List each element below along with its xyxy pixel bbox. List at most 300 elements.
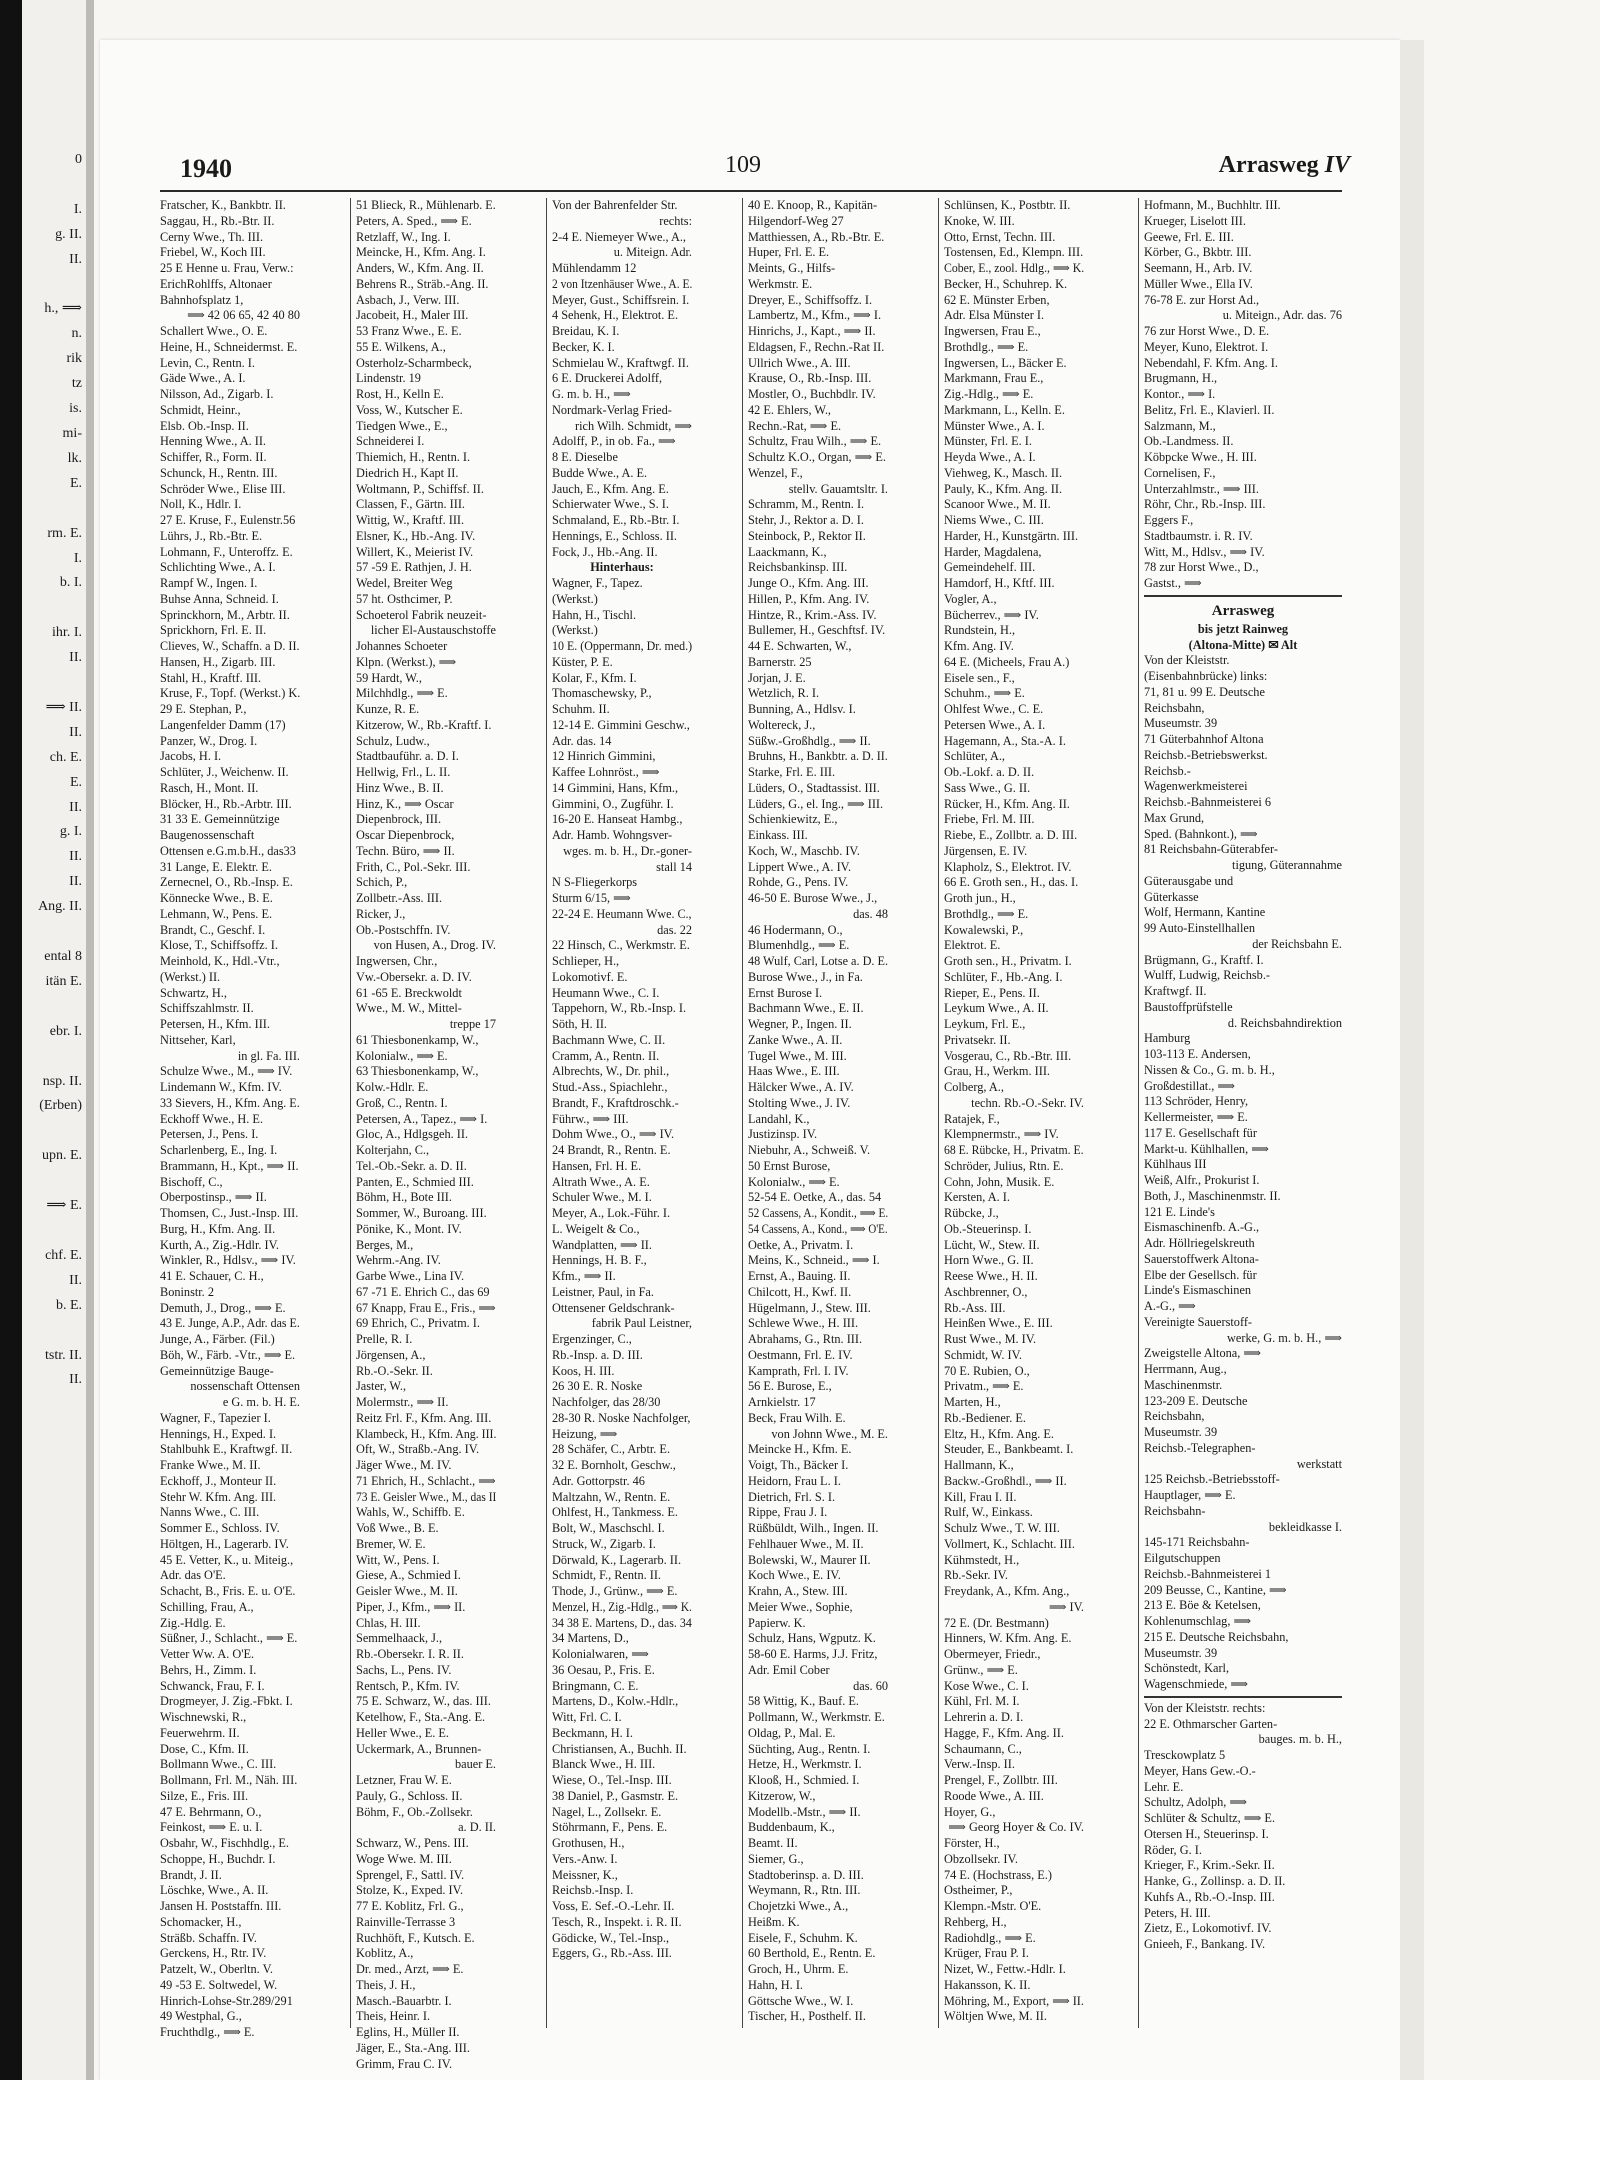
directory-entry-line: Prengel, F., Zollbtr. III. [944, 1773, 1058, 1787]
directory-entry-line: Meins, K., Schneid., ⟹ I. [748, 1253, 880, 1268]
directory-entry-line: Schunck, H., Rentn. III. [160, 465, 278, 480]
directory-entry-line: 42 E. Ehlers, W., [748, 402, 831, 417]
directory-entry-line: Brandt, F., Kraftdroschk.- [552, 1095, 679, 1110]
directory-entry-line: Kfm., ⟹ II. [552, 1269, 616, 1283]
directory-entry-line: Böhm, F., Ob.-Zollsekr. [356, 1804, 473, 1819]
directory-entry-line: Ernst Burose I. [748, 985, 823, 1000]
directory-entry-line: Ottensen e.G.m.b.H., das33 [160, 843, 296, 858]
directory-entry-line: 67 Knapp, Frau E., Fris., ⟹ [356, 1300, 496, 1315]
directory-entry-line: 58 Wittig, K., Bauf. E. [748, 1694, 859, 1709]
directory-entry-line: Stolting Wwe., J. IV. [748, 1095, 851, 1110]
directory-entry-line: Wulff, Ludwig, Reichsb.- [1144, 968, 1270, 983]
directory-entry-line: Heine, H., Schneidermst. E. [160, 339, 298, 354]
directory-entry-line: Voigt, Th., Bäcker I. [748, 1458, 849, 1472]
directory-entry-line: Matthiessen, A., Rb.-Btr. E. [748, 229, 885, 244]
directory-entry-line: d. Reichsbahndirektion [1227, 1015, 1342, 1030]
directory-entry-line: (Werkst.) [552, 591, 598, 606]
directory-entry-line: Saggau, H., Rb.-Btr. II. [160, 213, 275, 228]
directory-entry-line: Dietrich, Frl. S. I. [748, 1489, 836, 1504]
directory-entry-line: Nizet, W., Fettw.-Hdlr. I. [944, 1962, 1066, 1976]
directory-entry-line: Wagenschmiede, ⟹ [1144, 1677, 1249, 1691]
directory-entry-line: Oetke, A., Privatm. I. [748, 1237, 854, 1252]
directory-entry-line: Zollbetr.-Ass. III. [356, 891, 443, 905]
directory-entry-line: 32 E. Bornholt, Geschw., [552, 1458, 676, 1472]
directory-entry-line: Köbpcke Wwe., H. III. [1144, 450, 1257, 464]
directory-entry-line: Wedel, Breiter Weg [356, 576, 453, 590]
directory-entry-line: Brothdlg., ⟹ E. [944, 906, 1029, 921]
directory-entry-line: Von der Kleiststr. rechts: [1144, 1700, 1266, 1715]
directory-entry-line: Schlüter, J., Weichenw. II. [160, 765, 289, 779]
directory-entry-line: Blöcker, H., Rb.-Arbtr. III. [160, 796, 292, 811]
directory-entry-line: Gnieeh, F., Bankang. IV. [1144, 1937, 1266, 1951]
directory-entry-line: u. Miteign. Adr. [613, 245, 692, 260]
directory-entry-line: Museumstr. 39 [1144, 1645, 1218, 1660]
directory-entry-line: Schmidt, F., Rentn. II. [552, 1568, 662, 1583]
directory-entry-line: Sommer, W., Buroang. III. [356, 1206, 487, 1220]
stub-line: b. E. [55, 1297, 82, 1313]
directory-entry-line: Nagel, L., Zollsekr. E. [552, 1804, 662, 1819]
directory-entry-line: bekleidkasse I. [1268, 1519, 1342, 1534]
directory-entry-line: Jansen H. Poststaffn. III. [160, 1899, 282, 1913]
stub-line: rm. E. [47, 525, 82, 541]
directory-entry-line: Altrath Wwe., A. E. [552, 1174, 650, 1189]
directory-entry-line: Eckhoff Wwe., H. E. [160, 1111, 264, 1126]
directory-entry-line: Ingwersen, Chr., [356, 954, 438, 968]
directory-entry-line: Reichsb.-Telegraphen- [1144, 1440, 1256, 1455]
directory-entry-line: licher El-Austauschstoffe [370, 623, 496, 638]
directory-entry-line: Horn Wwe., G. II. [944, 1253, 1034, 1268]
directory-entry-line: Ohlfest Wwe., C. E. [944, 702, 1044, 716]
directory-entry-line: das. 22 [657, 922, 692, 937]
directory-entry-line: Stadtbauführ. a. D. I. [356, 749, 459, 764]
directory-entry-line: Ricker, J., [356, 906, 406, 921]
directory-entry-line: Hanke, G., Zollinsp. a. D. II. [1144, 1874, 1286, 1888]
directory-entry-line: Oft, W., Straßb.-Ang. IV. [356, 1442, 480, 1457]
directory-entry-line: Geewe, Frl. E. III. [1144, 229, 1234, 244]
directory-entry-line: Max Grund, [1144, 810, 1205, 825]
directory-entry-line: Rübcke, J., [944, 1206, 999, 1220]
directory-entry-line: Krieger, F., Krim.-Sekr. II. [1144, 1858, 1275, 1873]
directory-entry-line: 44 E. Schwarten, W., [748, 639, 852, 653]
directory-entry-line: Riebe, E., Zollbtr. a. D. III. [944, 828, 1078, 842]
directory-entry-line: Möhring, M., Export, ⟹ II. [944, 1993, 1084, 2008]
directory-entry-line: Giese, A., Schmied I. [356, 1568, 461, 1583]
directory-entry-line: Niebuhr, A., Schweiß. V. [748, 1143, 871, 1157]
directory-entry-line: Feuerwehrm. II. [160, 1725, 240, 1740]
directory-entry-line: Backw.-Großhdl., ⟹ II. [944, 1473, 1067, 1488]
directory-entry-line: e G. m. b. H. E. [222, 1395, 300, 1409]
directory-entry-line: Klapholz, S., Elektrot. IV. [944, 859, 1072, 874]
directory-entry-line: 60 Berthold, E., Rentn. E. [748, 1946, 876, 1961]
directory-entry-line: Rentsch, P., Kfm. IV. [356, 1678, 460, 1693]
directory-entry-line: Kohlenumschlag, ⟹ [1144, 1614, 1252, 1628]
directory-entry-line: 46 Hodermann, O., [748, 922, 843, 937]
page-right-edge [1400, 40, 1424, 2080]
directory-entry-line: ⟹ Georg Hoyer & Co. IV. [948, 1820, 1084, 1835]
directory-entry-line: 103-113 E. Andersen, [1144, 1047, 1251, 1061]
directory-entry-line: Röder, G. I. [1144, 1842, 1202, 1857]
directory-entry-line: 74 E. (Hochstrass, E.) [944, 1867, 1052, 1882]
directory-entry-line: Grünw., ⟹ E. [944, 1662, 1018, 1677]
directory-entry-line: Hakansson, K. II. [944, 1977, 1031, 1992]
directory-entry-line: Lindenstr. 19 [356, 371, 421, 386]
directory-entry-line: Jauch, E., Kfm. Ang. E. [552, 481, 669, 496]
directory-entry-line: 31 33 E. Gemeinnützige [160, 812, 280, 827]
directory-entry-line: Ernst, A., Bauing. II. [748, 1269, 851, 1283]
directory-entry-line: Vw.-Obersekr. a. D. IV. [356, 969, 472, 984]
directory-entry-line: Budde Wwe., A. E. [552, 465, 648, 480]
directory-entry-line: Verw.-Insp. II. [944, 1757, 1015, 1772]
directory-entry-line: Schröder, Julius, Rtn. E. [944, 1158, 1064, 1173]
directory-entry-line: Museumstr. 39 [1144, 1425, 1218, 1439]
directory-entry-line: Koblitz, A., [356, 1946, 414, 1961]
directory-entry-line: Bahnhofsplatz 1, [160, 292, 244, 307]
directory-entry-line: Voss, W., Kutscher E. [356, 402, 463, 417]
stub-line: is. [69, 401, 82, 417]
directory-entry-line: 43 E. Junge, A.P., Adr. das E. [160, 1316, 300, 1331]
directory-entry-line: 49 Westphal, G., [160, 2009, 242, 2024]
directory-entry-line: Ohlfest, H., Tankmess. E. [552, 1505, 678, 1520]
directory-entry-line: Jäger, E., Sta.-Ang. III. [356, 2040, 470, 2055]
directory-entry-line: Markmann, Frau E., [944, 371, 1044, 386]
directory-entry-line: Hauptlager, ⟹ E. [1144, 1488, 1236, 1502]
directory-entry-line: Koch Wwe., E. IV. [748, 1568, 841, 1583]
directory-entry-line: Hinz Wwe., B. II. [356, 780, 444, 795]
directory-entry-line: Hintze, R., Krim.-Ass. IV. [748, 607, 877, 622]
directory-entry-line: Schich, P., [356, 875, 408, 890]
directory-entry-line: Tel.-Ob.-Sekr. a. D. II. [356, 1158, 467, 1173]
directory-entry-line: Letzner, Frau W. E. [356, 1773, 452, 1787]
stub-line [0, 497, 82, 522]
directory-entry-line: Werkmstr. E. [748, 276, 813, 291]
directory-entry-line: Voss, E. Sef.-O.-Lehr. II. [552, 1899, 675, 1913]
directory-entry-line: Gloc, A., Hdlgsgeh. II. [356, 1127, 469, 1142]
directory-entry-line: Tiedgen Wwe., E., [356, 418, 448, 433]
directory-entry-line: Brothdlg., ⟹ E. [944, 339, 1029, 354]
directory-entry-line: Eisele, F., Schuhm. K. [748, 1930, 858, 1945]
scan-bottom-margin [0, 2080, 1600, 2177]
directory-entry-line: 76-78 E. zur Horst Ad., [1144, 292, 1260, 307]
directory-entry-line: Jaster, W., [356, 1379, 407, 1394]
directory-entry-line: Adr. das. 14 [552, 733, 612, 748]
directory-entry-line: Elektrot. E. [944, 938, 1001, 953]
directory-entry-line: Colberg, A., [944, 1080, 1004, 1094]
directory-entry-line: Bollmann Wwe., C. III. [160, 1757, 277, 1772]
directory-entry-line: Classen, F., Gärtn. III. [356, 497, 465, 512]
directory-entry-line: 41 E. Schauer, C. H., [160, 1269, 264, 1283]
stub-line: II. [69, 650, 82, 666]
directory-entry-line: Albrechts, W., Dr. phil., [552, 1064, 670, 1079]
directory-entry-line: Hagemann, A., Sta.-A. I. [944, 733, 1066, 748]
stub-line: II. [69, 799, 82, 815]
directory-entry-line: Klempn.-Mstr. O'E. [944, 1899, 1042, 1913]
directory-entry-line: Stadtbaumstr. i. R. IV. [1144, 528, 1253, 543]
directory-entry-line: Zig.-Hdlg. E. [160, 1615, 226, 1630]
directory-entry-line: Tappehorn, W., Rb.-Insp. I. [552, 1001, 687, 1016]
directory-entry-line: Lehr. E. [1144, 1779, 1184, 1794]
directory-entry-line: Schmaland, E., Rb.-Btr. I. [552, 513, 680, 527]
directory-entry-line: Steuder, E., Bankbeamt. I. [944, 1442, 1074, 1457]
directory-entry-line: Zietz, E., Lokomotivf. IV. [1144, 1921, 1272, 1936]
directory-entry-line: Stehr W. Kfm. Ang. III. [160, 1489, 277, 1504]
directory-entry-line: Nissen & Co., G. m. b. H., [1144, 1062, 1275, 1077]
directory-entry-line: rich Wilh. Schmidt, ⟹ [575, 418, 692, 433]
directory-entry-line: Hennings, E., Schloss. II. [552, 528, 678, 543]
directory-entry-line: 14 Gimmini, Hans, Kfm., [552, 780, 679, 795]
directory-entry-line: Schierwater Wwe., S. I. [552, 497, 669, 512]
directory-entry-line: Reitz Frl. F., Kfm. Ang. III. [356, 1410, 492, 1425]
directory-entry-line: Willert, K., Meierist IV. [356, 544, 474, 559]
directory-entry-line: (Werkst.) [552, 623, 598, 638]
header-rule [160, 190, 1342, 192]
directory-entry-line: Thode, J., Grünw., ⟹ E. [552, 1584, 678, 1598]
directory-entry-line: rechts: [659, 213, 692, 228]
directory-entry-line: Salzmann, M., [1144, 418, 1216, 433]
directory-entry-line: 75 E. Schwarz, W., das. III. [356, 1694, 491, 1709]
directory-entry-line: Ingwersen, L., Bäcker E. [944, 355, 1067, 370]
directory-entry-line: Fock, J., Hb.-Ang. II. [552, 544, 658, 559]
directory-entry-line: Both, J., Maschinenmstr. II. [1144, 1188, 1281, 1203]
directory-entry-line: 58-60 E. Harms, J.J. Fritz, [748, 1647, 878, 1661]
directory-entry-line: A.-G., ⟹ [1144, 1299, 1196, 1313]
stub-line: itän E. [45, 973, 82, 989]
directory-entry-line: Otersen H., Steuerinsp. I. [1144, 1826, 1269, 1841]
directory-entry-line: Kühmstedt, H., [944, 1552, 1020, 1567]
directory-entry-line: Buhse Anna, Schneid. I. [160, 591, 279, 606]
directory-entry-line: Sprickhorn, Frl. E. II. [160, 623, 267, 638]
directory-entry-line: Baugenossenschaft [160, 828, 255, 842]
directory-entry-line: Petersen, H., Kfm. III. [160, 1017, 270, 1031]
directory-entry-line: 61 -65 E. Breckwoldt [356, 985, 462, 1000]
directory-entry-line: Frith, C., Pol.-Sekr. III. [356, 859, 471, 874]
directory-entry-line: Belitz, Frl. E., Klavierl. II. [1144, 402, 1275, 417]
directory-entry-line: werke, G. m. b. H., ⟹ [1227, 1330, 1342, 1345]
directory-entry-line: Scharlenberg, E., Ing. I. [160, 1143, 278, 1157]
directory-entry-line: Güterkasse [1144, 889, 1199, 904]
directory-entry-line: Zweigstelle Altona, ⟹ [1144, 1346, 1262, 1361]
directory-entry-line: Kill, Frau I. II. [944, 1489, 1017, 1504]
directory-entry-line: Göttsche Wwe., W. I. [748, 1993, 854, 2008]
directory-entry-line: Schwanck, Frau, F. I. [160, 1678, 265, 1693]
directory-entry-line: Arnkielstr. 17 [748, 1395, 816, 1409]
directory-entry-line: Woltmann, P., Schiffsf. II. [356, 481, 484, 496]
directory-entry-line: Cohn, John, Musik. E. [944, 1174, 1055, 1189]
directory-entry-line: 81 Reichsbahn-Güterabfer- [1144, 842, 1278, 857]
directory-entry-line: Adr. Gottorpstr. 46 [552, 1473, 645, 1488]
directory-entry-line: Fruchthdlg., ⟹ E. [160, 2025, 255, 2039]
directory-entry-line: in gl. Fa. III. [237, 1048, 300, 1063]
directory-entry-line: Schramm, M., Rentn. I. [748, 497, 865, 512]
directory-entry-line: Witt, Frl. C. I. [552, 1710, 622, 1724]
directory-entry-line: 209 Beusse, C., Kantine, ⟹ [1144, 1582, 1287, 1597]
directory-entry-line: Gödicke, W., Tel.-Insp., [552, 1930, 670, 1945]
directory-entry-line: Schilling, Frau, A., [160, 1599, 254, 1614]
directory-entry-line: Schacht, B., Fris. E. u. O'E. [160, 1584, 296, 1598]
directory-entry-line: Reichsbahn, [1144, 1409, 1205, 1424]
directory-entry-line: Seemann, H., Arb. IV. [1144, 261, 1253, 275]
running-street-name [1219, 152, 1350, 179]
directory-entry-line: Starke, Frl. E. III. [748, 765, 836, 779]
directory-entry-line: Ob.-Lokf. a. D. II. [944, 765, 1035, 779]
directory-entry-line: 72 E. (Dr. Bestmann) [944, 1615, 1049, 1630]
directory-entry-line: Könnecke Wwe., B. E. [160, 891, 273, 905]
directory-entry-line: Gäde Wwe., A. I. [160, 371, 246, 386]
directory-entry-line: Panzer, W., Drog. I. [160, 733, 258, 748]
stub-line: (Erben) [39, 1098, 82, 1114]
column-divider [546, 198, 547, 2028]
directory-entry-line: Groch, H., Uhrm. E. [748, 1962, 849, 1976]
stub-line: ihr. I. [52, 625, 82, 641]
directory-entry-line: stall 14 [656, 859, 692, 874]
directory-entry-line: Bachmann Wwe, C. II. [552, 1032, 666, 1047]
directory-entry-line: Kolonialwaren, ⟹ [552, 1647, 649, 1661]
stub-line: n. [71, 326, 82, 342]
directory-entry-line: Anders, W., Kfm. Ang. II. [356, 261, 484, 275]
directory-entry-line: Rb.-Obersekr. I. R. II. [356, 1647, 464, 1661]
directory-entry-line: Sped. (Bahnkont.), ⟹ [1144, 826, 1258, 841]
directory-entry-line: Langenfelder Damm (17) [160, 717, 286, 732]
directory-entry-line: wges. m. b. H., Dr.-goner- [563, 843, 692, 858]
directory-entry-line: Schulz, Ludw., [356, 733, 430, 748]
directory-entry-line: 76 zur Horst Wwe., D. E. [1144, 324, 1270, 338]
directory-entry-line: Cober, E., zool. Hdlg., ⟹ K. [944, 261, 1085, 275]
directory-entry-line: Theis, J. H., [356, 1977, 416, 1992]
directory-entry-line: Levin, C., Rentn. I. [160, 355, 255, 370]
directory-entry-line: Fratscher, K., Bankbtr. II. [160, 198, 286, 212]
directory-entry-line: Gerckens, H., Rtr. IV. [160, 1946, 267, 1961]
directory-entry-line: Kühlhaus III [1144, 1157, 1207, 1172]
directory-entry-line: Führw., ⟹ III. [552, 1111, 629, 1126]
directory-entry-line: Museumstr. 39 [1144, 716, 1218, 731]
stub-line: II. [69, 251, 82, 267]
directory-entry-line: Behrens R., Sträb.-Ang. II. [356, 276, 489, 291]
directory-entry-line: Friebe, Frl. M. III. [944, 812, 1035, 827]
directory-entry-line: a. D. II. [458, 1820, 496, 1835]
directory-entry-line: 62 E. Münster Erben, [944, 292, 1050, 307]
directory-entry-line: Groth sen., H., Privatm. I. [944, 954, 1072, 968]
directory-entry-line: Gimmini, O., Zugführ. I. [552, 796, 674, 811]
directory-entry-line: Schröder Wwe., Elise III. [160, 481, 286, 496]
directory-entry-line: Wenzel, F., [748, 465, 803, 480]
directory-entry-line: nossenschaft Ottensen [190, 1379, 300, 1394]
directory-entry-line: Wetzlich, R. I. [748, 686, 820, 701]
directory-entry-line: Breidau, K. I. [552, 324, 620, 338]
directory-entry-line: Sachs, L., Pens. IV. [356, 1662, 452, 1677]
directory-entry-line: Becker, K. I. [552, 339, 615, 354]
directory-entry-line: 77 E. Koblitz, Frl. G., [356, 1899, 464, 1913]
page-number: 109 [725, 152, 761, 178]
directory-entry-line: Johannes Schoeter [356, 639, 448, 653]
directory-entry-line: Osbahr, W., Fischhdlg., E. [160, 1836, 289, 1850]
directory-entry-line: Bullemer, H., Geschftsf. IV. [748, 623, 886, 638]
stub-line [0, 173, 82, 198]
directory-entry-line: Thomaschewsky, P., [552, 686, 652, 701]
directory-entry-line: Dörwald, K., Lagerarb. II. [552, 1552, 682, 1567]
directory-entry-line: Meyer, Gust., Schiffsrein. I. [552, 292, 690, 307]
directory-entry-line: Wolf, Hermann, Kantine [1144, 905, 1266, 920]
directory-entry-line: Patzelt, W., Oberltn. V. [160, 1962, 273, 1976]
directory-entry-line: Krause, O., Rb.-Insp. III. [748, 371, 872, 386]
directory-entry-line: 50 Ernst Burose, [748, 1158, 831, 1173]
directory-entry-line: von Johnn Wwe., M. E. [771, 1426, 888, 1441]
directory-entry-line: Förster, H., [944, 1836, 1000, 1850]
directory-entry-line: Schallert Wwe., O. E. [160, 324, 268, 338]
directory-entry-line: Körber, G., Bkbtr. III. [1144, 245, 1252, 260]
directory-entry-line: 47 E. Behrmann, O., [160, 1804, 262, 1819]
directory-entry-line: Adr. Emil Cober [748, 1662, 830, 1677]
directory-entry-line: Wahls, W., Schiffb. E. [356, 1505, 465, 1520]
directory-entry-line: Rohde, G., Pens. IV. [748, 875, 849, 890]
stub-line: g. I. [59, 824, 82, 840]
directory-entry-line: Sauerstoffwerk Altona- [1144, 1251, 1259, 1266]
directory-entry-line: Steinbock, P., Rektor II. [748, 528, 866, 543]
directory-entry-line: 71, 81 u. 99 E. Deutsche [1144, 684, 1265, 699]
directory-entry-line: 69 Ehrich, C., Privatm. I. [356, 1316, 480, 1331]
directory-entry-line: 12 Hinrich Gimmini, [552, 749, 656, 764]
column-divider [938, 198, 939, 2028]
directory-entry-line: Bunning, A., Hdlsv. I. [748, 702, 856, 716]
directory-entry-line: Noll, K., Hdlr. I. [160, 497, 242, 512]
directory-entry-line: Rücker, H., Kfm. Ang. II. [944, 796, 1070, 811]
directory-entry-line: Pönike, K., Mont. IV. [356, 1221, 462, 1236]
stub-line [0, 671, 82, 696]
directory-entry-line: Tischer, H., Posthelf. II. [748, 2009, 866, 2024]
directory-entry-line: Schmidt, W. IV. [944, 1347, 1023, 1362]
directory-entry-line: Hügelmann, J., Stew. III. [748, 1300, 871, 1315]
stub-line: mi- [62, 425, 82, 441]
directory-entry-line: Hetze, H., Werkmstr. I. [748, 1757, 862, 1772]
directory-entry-line: 40 E. Knoop, R., Kapitän- [748, 198, 878, 212]
directory-entry-line: Meier Wwe., Sophie, [748, 1599, 853, 1614]
directory-entry-line: Stehr, J., Rektor a. D. I. [748, 513, 864, 527]
stub-line [0, 1119, 82, 1144]
directory-entry-line: Petersen, A., Tapez., ⟹ I. [356, 1111, 488, 1126]
directory-entry-line: Sträßb. Schaffn. IV. [160, 1930, 257, 1945]
directory-entry-line: 51 Blieck, R., Mühlenarb. E. [356, 198, 496, 212]
directory-entry-line: Leykum Wwe., A. II. [944, 1001, 1049, 1016]
directory-entry-line: Bollmann, Frl. M., Näh. III. [160, 1773, 298, 1787]
directory-entry-line: Lambertz, M., Kfm., ⟹ I. [748, 308, 882, 323]
directory-entry-line: Stolze, K., Exped. IV. [356, 1883, 464, 1898]
directory-entry-line: 34 38 E. Martens, D., das. 34 [552, 1615, 692, 1630]
directory-entry-line: Kersten, A. I. [944, 1190, 1010, 1205]
directory-entry-line: Stahlbuhk E., Kraftwgf. II. [160, 1442, 293, 1457]
column-1 [160, 198, 301, 2039]
directory-entry-line: Barnerstr. 25 [748, 654, 812, 669]
directory-entry-line: Rust Wwe., M. IV. [944, 1332, 1037, 1346]
stub-line: 0 [75, 152, 82, 167]
district-number: IV [1324, 152, 1350, 178]
directory-entry-line: 117 E. Gesellschaft für [1144, 1125, 1257, 1140]
directory-entry-line: Lücht, W., Stew. II. [944, 1237, 1040, 1252]
directory-entry-line: Leistner, Paul, in Fa. [552, 1284, 654, 1299]
directory-entry-line: Höltgen, H., Lagerarb. IV. [160, 1536, 289, 1551]
directory-entry-line: Hofmann, M., Buchhltr. III. [1144, 198, 1281, 212]
directory-entry-line: Ullrich Wwe., A. III. [748, 355, 851, 370]
directory-entry-line: 55 E. Wilkens, A., [356, 339, 446, 354]
directory-entry-line: Baustoffprüfstelle [1144, 999, 1233, 1014]
directory-entry-line: Müller Wwe., Ella IV. [1144, 276, 1253, 291]
directory-entry-line: Heyda Wwe., A. I. [944, 450, 1036, 464]
directory-entry-line: 22-24 E. Heumann Wwe. C., [552, 906, 692, 921]
directory-entry-line: Rb.-O.-Sekr. II. [356, 1363, 433, 1378]
directory-entry-line: Wiese, O., Tel.-Insp. III. [552, 1773, 672, 1787]
directory-entry-line: Vollmert, K., Schlacht. III. [944, 1536, 1075, 1551]
directory-entry-line: 2-4 E. Niemeyer Wwe., A., [552, 229, 686, 244]
directory-entry-line: 61 Thiesbonenkamp, W., [356, 1032, 479, 1047]
directory-entry-line: Wagner, F., Tapezier I. [160, 1410, 271, 1425]
directory-entry-line: 52 Cassens, A., Kondit., ⟹ E. [748, 1206, 889, 1220]
